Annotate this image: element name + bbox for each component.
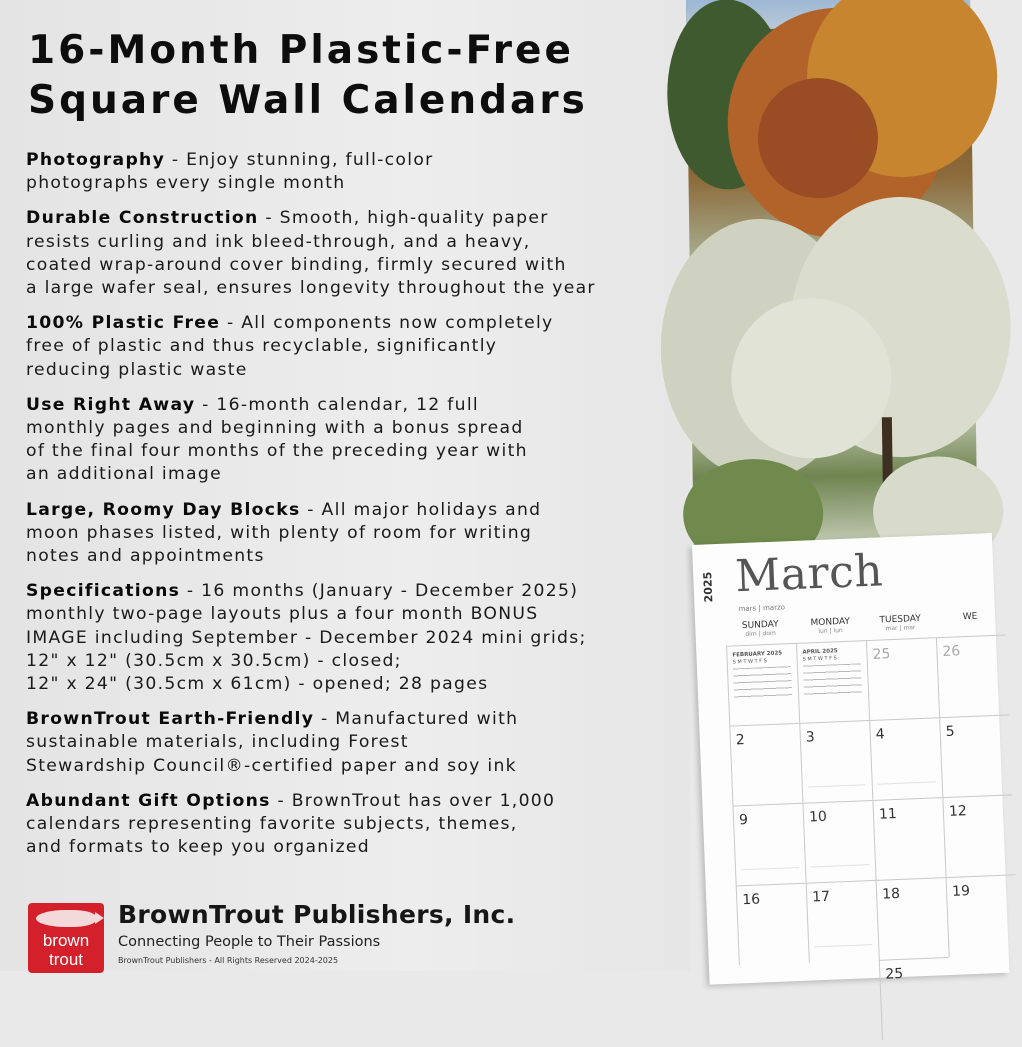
feature-text: - Enjoy stunning, full-color photographs every single month — [26, 150, 434, 194]
day-number: 2 — [735, 732, 746, 749]
holiday-note — [878, 781, 936, 793]
day-header-label: WE — [962, 611, 978, 623]
day-cell — [799, 720, 872, 803]
feature-name: Durable Construction — [26, 208, 259, 229]
calendar-photo — [686, 0, 978, 556]
feature-name: Abundant Gift Options — [26, 790, 271, 811]
mini-grid-title: FEBRUARY 2025 — [732, 650, 783, 659]
feature-text: - BrownTrout has over 1,000 calendars representing favorite subjects, themes, and formats to keep you organized — [26, 790, 556, 858]
mini-grid-february — [732, 650, 792, 702]
calendar-month: March — [734, 545, 885, 603]
day-cell — [942, 794, 1015, 877]
mini-grid-dates — [733, 666, 792, 702]
feature-text: - 16-month calendar, 12 full monthly pages and beginning with a bonus spread of the final four months of the preceding year with an additional image — [26, 394, 528, 485]
calendar-page — [692, 533, 1009, 985]
feature-text: - 16 months (January - December 2025) monthly two-page layouts plus a four month BONUS IMAGE including September - December 2024 mini grids; 12" x 12" (30.5cm x 30.5cm) - closed; 12" x 24" (30.5cm x 61cm) - opened; 28 pages — [26, 581, 587, 695]
publisher-copyright: BrownTrout Publishers - All Rights Reserved 2024-2025 — [118, 956, 339, 965]
day-cell — [736, 883, 809, 966]
day-cell — [869, 717, 942, 800]
publisher-footer — [28, 900, 668, 971]
day-number: 26 — [942, 643, 961, 661]
day-header-monday — [795, 616, 866, 636]
day-number: 4 — [875, 726, 885, 743]
day-number: 19 — [951, 883, 971, 900]
day-number: 25 — [872, 646, 891, 663]
day-cell — [939, 714, 1012, 797]
mini-grid-title: APRIL 2025 — [802, 648, 838, 656]
day-number: 5 — [945, 723, 955, 740]
feature-name: Specifications — [26, 581, 181, 602]
feature-text: - All major holidays and moon phases listed, with plenty of room for writing notes and appointments — [26, 499, 542, 567]
day-header-label: SUNDAY — [741, 619, 779, 632]
browntrout-logo — [28, 903, 104, 973]
day-header-label: TUESDAY — [879, 613, 921, 626]
feature-name: Large, Roomy Day Blocks — [26, 499, 301, 520]
day-number: 9 — [738, 811, 749, 829]
day-cell — [946, 874, 1019, 957]
feature-text: - Smooth, high-quality paper resists curling and ink bleed-through, and a heavy, coated wrap-around cover binding, firmly secured with a large wafer seal, ensures longevity throughout the year — [26, 208, 596, 299]
day-cell — [732, 803, 805, 886]
calendar-year: 2025 — [701, 571, 716, 603]
day-header-tuesday — [865, 613, 936, 633]
calendar-month-translations: mars | marzo — [738, 603, 786, 614]
day-cell — [802, 800, 875, 883]
day-cell — [796, 640, 869, 723]
mini-grid-weekdays: S M T W T F S — [732, 658, 767, 666]
day-cell — [726, 643, 799, 726]
publisher-tagline: Connecting People to Their Passions — [118, 934, 381, 950]
mini-grid-april — [802, 647, 862, 699]
day-cell — [876, 877, 949, 960]
day-header-sunday — [725, 619, 796, 639]
day-number: 3 — [805, 729, 816, 746]
feature-photography — [26, 149, 686, 195]
day-number: 12 — [948, 803, 968, 820]
day-number: 25 — [885, 965, 904, 983]
feature-gift-options — [26, 790, 686, 860]
calendar-preview — [680, 0, 978, 983]
holiday-note — [814, 944, 872, 956]
feature-specifications — [26, 580, 686, 696]
mini-grid-dates — [803, 663, 862, 699]
day-header-sub: lun | lun — [818, 627, 843, 635]
feature-name: Photography — [26, 150, 166, 170]
day-cell — [866, 637, 939, 720]
day-cell — [806, 880, 879, 963]
day-cell — [872, 797, 945, 880]
day-header-sub: dim | dom — [745, 629, 776, 638]
feature-use-right-away — [26, 394, 686, 487]
logo-text-top: brown — [42, 931, 90, 950]
feature-name: Use Right Away — [26, 394, 196, 415]
trout-fish-icon — [36, 910, 96, 927]
feature-text: - All components now completely free of plastic and thus recyclable, significantly reducing plastic waste — [26, 313, 554, 380]
mini-grid-weekdays: S M T W T F S — [802, 655, 837, 663]
publisher-name: BrownTrout Publishers, Inc. — [118, 900, 516, 929]
day-cell — [729, 723, 802, 806]
day-number: 17 — [811, 888, 831, 906]
day-header-wednesday — [935, 610, 1005, 623]
feature-day-blocks — [26, 499, 686, 569]
feature-name: 100% Plastic Free — [26, 313, 221, 334]
feature-text: - Manufactured with sustainable materials, including Forest Stewardship Council®-certified paper and soy ink — [26, 709, 519, 776]
day-number: 16 — [741, 891, 761, 909]
holiday-note — [741, 867, 799, 879]
day-cell — [879, 957, 952, 1040]
feature-earth-friendly — [26, 708, 686, 778]
feature-name: BrownTrout Earth-Friendly — [26, 709, 315, 730]
logo-text-bottom: trout — [48, 950, 84, 969]
title-line-2: Square Wall Calendars — [28, 78, 588, 123]
feature-plastic-free — [26, 312, 686, 382]
day-header-label: MONDAY — [810, 616, 851, 629]
day-number: 10 — [808, 808, 828, 826]
feature-list — [26, 149, 686, 871]
day-cell — [936, 634, 1009, 717]
day-number: 18 — [881, 885, 901, 903]
holiday-note — [811, 864, 869, 876]
holiday-note — [808, 784, 866, 796]
day-header-sub: mar | mar — [885, 624, 916, 633]
feature-durable-construction — [26, 207, 686, 300]
day-number: 11 — [878, 806, 898, 823]
title-line-1: 16-Month Plastic-Free — [28, 28, 574, 73]
page-title — [28, 26, 678, 126]
